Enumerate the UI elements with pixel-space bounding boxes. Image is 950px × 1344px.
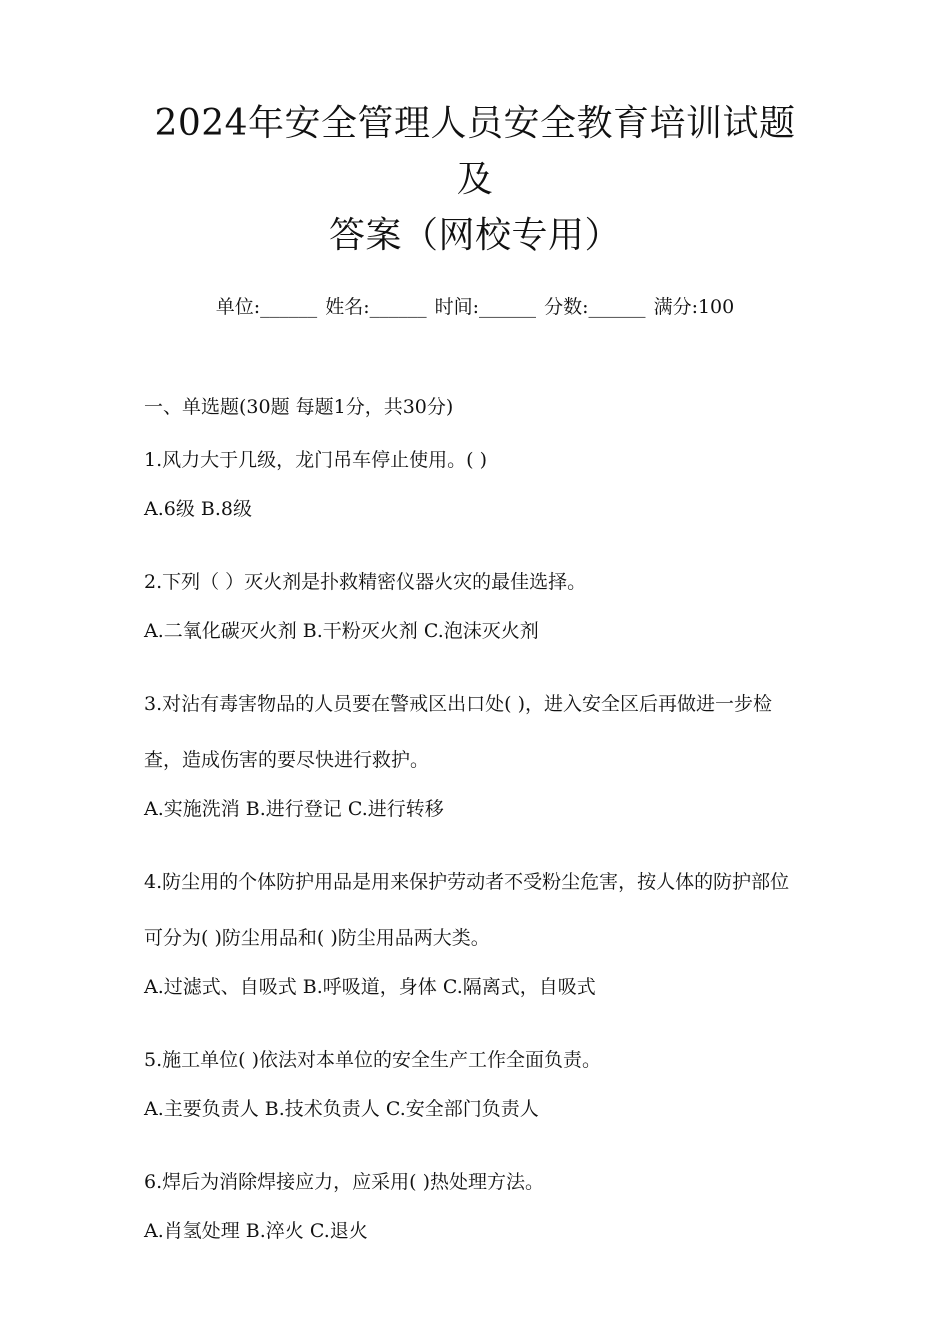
question-text: 2.下列（ ）灭火剂是扑救精密仪器火灾的最佳选择。 [144,571,587,593]
candidate-info-line [144,292,806,322]
unit-field: 单位:______ [215,296,318,318]
full-score-label: 满分:100 [653,296,735,318]
question-list [144,432,806,1246]
question-text: 5.施工单位( )依法对本单位的安全生产工作全面负责。 [144,1049,601,1071]
question-text: 6.焊后为消除焊接应力，应采用( )热处理方法。 [144,1171,544,1193]
title-line-2: 答案（网校专用） [328,215,621,256]
question-options: A.二氧化碳灭火剂 B.干粉灭火剂 C.泡沫灭火剂 [144,620,539,642]
name-field: 姓名:______ [325,296,427,318]
question-options: A.实施洗消 B.进行登记 C.进行转移 [144,798,444,820]
question-text: 3.对沾有毒害物品的人员要在警戒区出口处( )，进入安全区后再做进一步检查，造成伤害的要尽快进行救护。 [144,693,772,771]
question-item [144,432,806,524]
question-options: A.肖氢处理 B.淬火 C.退火 [144,1220,368,1242]
time-field: 时间:______ [434,296,537,318]
question-item [144,1154,806,1246]
section-title: 一、单选题(30题 每题1分，共30分) [144,396,454,418]
question-text: 1.风力大于几级，龙门吊车停止使用。( ) [144,449,487,471]
question-text: 4.防尘用的个体防护用品是用来保护劳动者不受粉尘危害，按人体的防护部位可分为( )防尘用品和( )防尘用品两大类。 [144,871,790,949]
question-options: A.6级 B.8级 [144,498,252,520]
question-item [144,676,806,824]
question-item [144,854,806,1002]
question-options: A.主要负责人 B.技术负责人 C.安全部门负责人 [144,1098,539,1120]
document-title [144,96,806,264]
title-line-1: 2024年安全管理人员安全教育培训试题及 [154,103,796,200]
question-options: A.过滤式、自吸式 B.呼吸道，身体 C.隔离式，自吸式 [144,976,596,998]
question-item [144,554,806,646]
question-item [144,1032,806,1124]
score-field: 分数:______ [544,296,646,318]
